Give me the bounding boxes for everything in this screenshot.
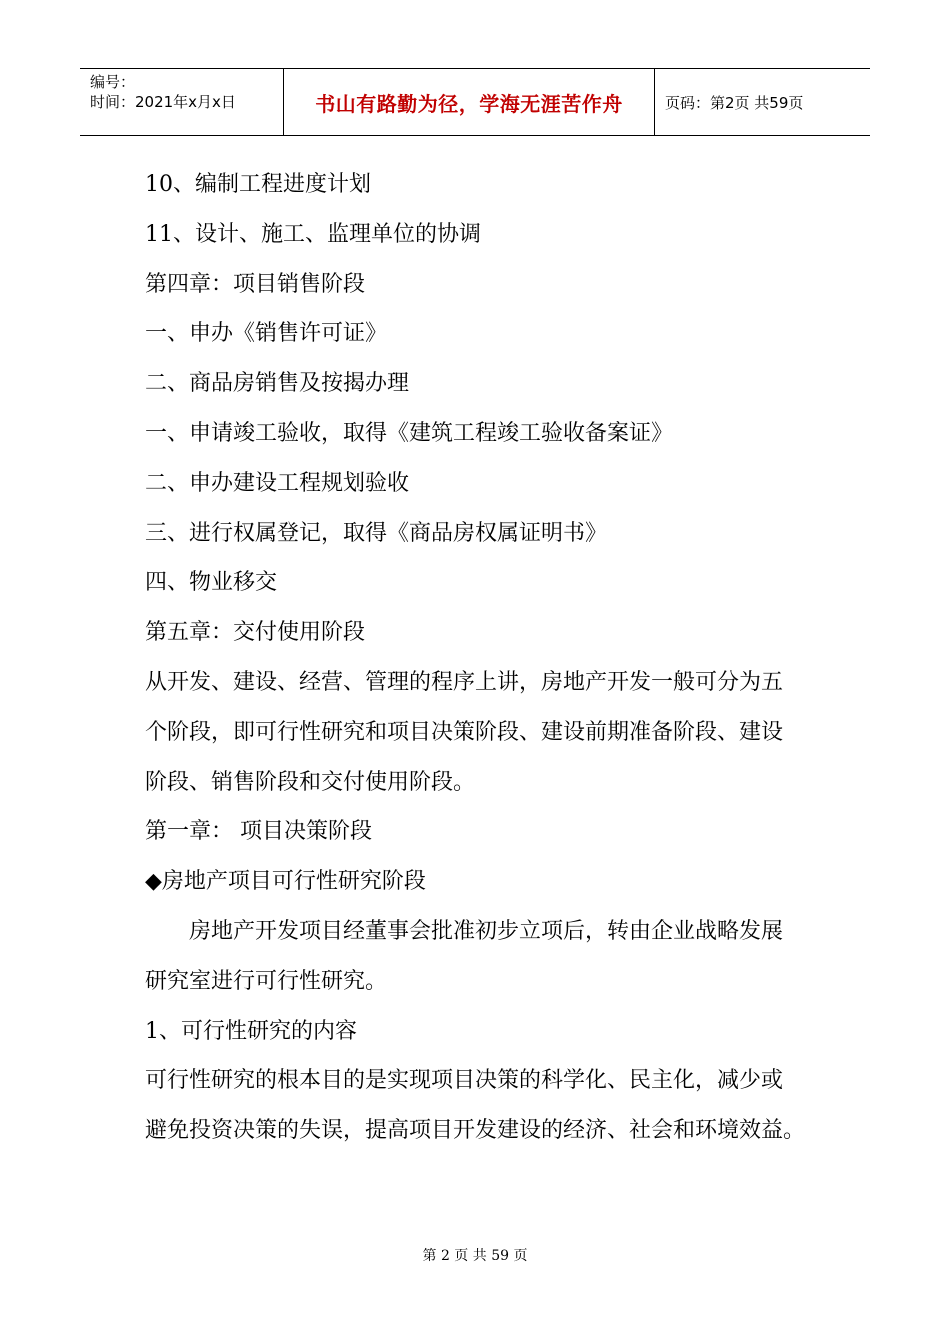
paragraph-line: 阶段、销售阶段和交付使用阶段。 — [145, 769, 476, 795]
header-motto: 书山有路勤为径，学海无涯苦作舟 — [283, 69, 655, 135]
section-heading: ◆房地产项目可行性研究阶段 — [145, 869, 426, 895]
chapter-heading: 第四章：项目销售阶段 — [145, 271, 366, 297]
subsection-heading: 1、可行性研究的内容 — [145, 1018, 357, 1044]
body-line: 三、进行权属登记，取得《商品房权属证明书》 — [145, 520, 608, 546]
document-number: 编号： — [90, 73, 136, 91]
chapter-heading: 第五章：交付使用阶段 — [145, 620, 366, 646]
body-line: 一、申办《销售许可证》 — [145, 321, 388, 347]
paragraph-line: 研究室进行可行性研究。 — [145, 968, 388, 994]
page-header — [80, 68, 870, 136]
header-page-number: 页码：第2页 共59页 — [665, 93, 804, 112]
page-footer: 第 2 页 共 59 页 — [422, 1248, 528, 1264]
document-date: 时间：2021年x月x日 — [90, 93, 236, 111]
paragraph-line: 避免投资决策的失误，提高项目开发建设的经济、社会和环境效益。 — [145, 1118, 806, 1144]
body-line: 一、申请竣工验收，取得《建筑工程竣工验收备案证》 — [145, 420, 674, 446]
paragraph-line: 房地产开发项目经董事会批准初步立项后，转由企业战略发展 — [189, 918, 784, 944]
body-line: 10、编制工程进度计划 — [145, 172, 371, 197]
paragraph-line: 从开发、建设、经营、管理的程序上讲，房地产开发一般可分为五 — [145, 669, 784, 695]
body-line: 二、申办建设工程规划验收 — [145, 470, 410, 496]
document-body — [145, 160, 825, 1156]
paragraph-line: 个阶段，即可行性研究和项目决策阶段、建设前期准备阶段、建设 — [145, 719, 784, 745]
body-line: 11、设计、施工、监理单位的协调 — [145, 221, 481, 247]
header-meta — [80, 69, 283, 135]
body-line: 二、商品房销售及按揭办理 — [145, 371, 410, 397]
body-line: 四、物业移交 — [145, 570, 278, 596]
chapter-heading: 第一章： 项目决策阶段 — [145, 819, 372, 845]
paragraph-line: 可行性研究的根本目的是实现项目决策的科学化、民主化，减少或 — [145, 1068, 784, 1094]
